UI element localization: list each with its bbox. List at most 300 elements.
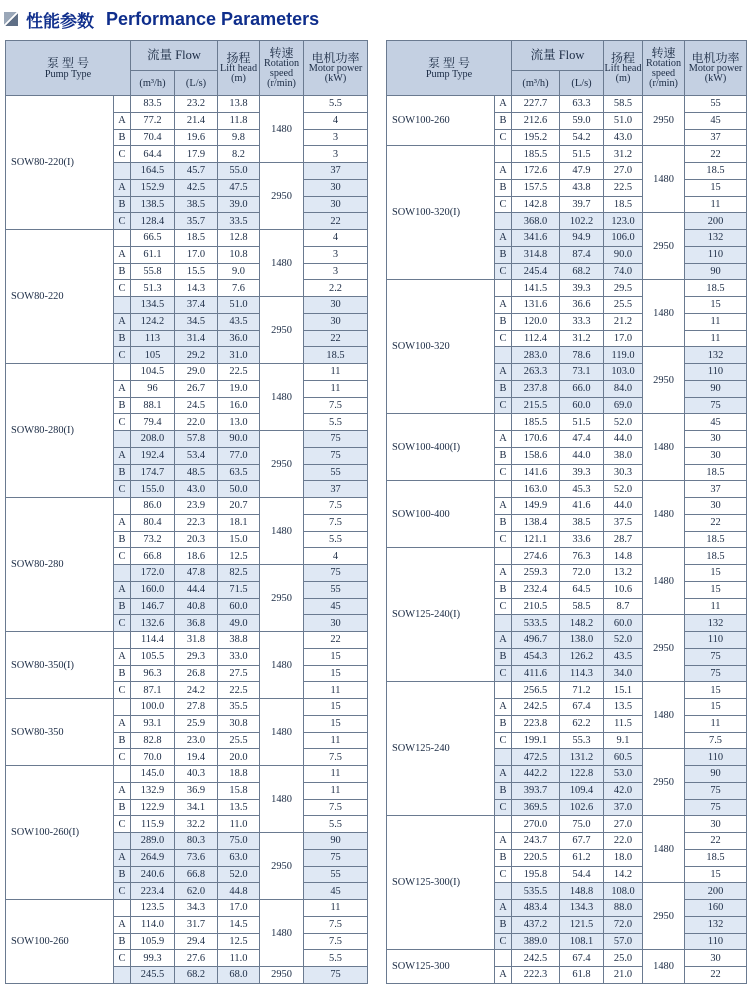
flow-ls-header: (L/s) [175, 71, 218, 96]
flow-m3h-header: (m³/h) [131, 71, 175, 96]
flow-m3h-cell: 172.0 [131, 565, 175, 582]
flow-m3h-cell: 115.9 [131, 816, 175, 833]
variant-cell: C [114, 548, 131, 565]
variant-cell: A [495, 364, 512, 381]
flow-ls-cell: 15.5 [175, 263, 218, 280]
variant-cell: C [495, 330, 512, 347]
table-row [6, 632, 368, 649]
power-cell: 22 [685, 833, 747, 850]
flow-ls-cell: 38.5 [560, 514, 604, 531]
flow-ls-cell: 58.5 [560, 598, 604, 615]
flow-m3h-cell: 270.0 [512, 816, 560, 833]
speed-cell: 2950 [643, 615, 685, 682]
power-cell: 30 [685, 950, 747, 967]
power-cell: 15 [685, 297, 747, 314]
power-cell: 11 [685, 196, 747, 213]
lift-cell: 63.0 [218, 849, 260, 866]
speed-cell: 1480 [643, 816, 685, 883]
flow-m3h-cell: 142.8 [512, 196, 560, 213]
variant-cell: B [114, 598, 131, 615]
power-cell: 11 [304, 732, 368, 749]
variant-cell [495, 615, 512, 632]
variant-cell: B [495, 514, 512, 531]
lift-cell: 11.5 [604, 715, 643, 732]
flow-ls-cell: 17.0 [175, 246, 218, 263]
flow-ls-cell: 44.0 [560, 447, 604, 464]
variant-cell: A [495, 297, 512, 314]
flow-ls-cell: 94.9 [560, 230, 604, 247]
flow-m3h-cell: 152.9 [131, 179, 175, 196]
lift-cell: 7.6 [218, 280, 260, 297]
variant-cell: B [495, 246, 512, 263]
flow-ls-cell: 71.2 [560, 682, 604, 699]
flow-ls-cell: 39.3 [560, 280, 604, 297]
power-cell: 22 [304, 330, 368, 347]
variant-cell [114, 163, 131, 180]
variant-cell: B [114, 397, 131, 414]
flow-ls-cell: 33.6 [560, 531, 604, 548]
flow-ls-cell: 121.5 [560, 916, 604, 933]
flow-m3h-cell: 314.8 [512, 246, 560, 263]
variant-cell: B [114, 732, 131, 749]
flow-m3h-cell: 289.0 [131, 833, 175, 850]
lift-cell: 13.2 [604, 565, 643, 582]
speed-cell: 2950 [260, 431, 304, 498]
power-cell: 15 [685, 866, 747, 883]
flow-ls-cell: 66.0 [560, 380, 604, 397]
variant-cell: B [114, 129, 131, 146]
variant-cell [114, 833, 131, 850]
power-cell: 11 [304, 782, 368, 799]
table-row [387, 548, 747, 565]
power-cell: 30 [304, 179, 368, 196]
power-cell: 110 [685, 632, 747, 649]
variant-cell: B [114, 799, 131, 816]
model-cell: SOW100-260 [6, 900, 114, 984]
lift-cell: 52.0 [218, 866, 260, 883]
power-cell: 11 [304, 900, 368, 917]
title-en: Performance Parameters [106, 8, 320, 29]
model-cell: SOW100-400 [387, 481, 495, 548]
power-cell: 22 [685, 514, 747, 531]
flow-m3h-cell: 120.0 [512, 313, 560, 330]
flow-m3h-cell: 242.5 [512, 950, 560, 967]
flow-m3h-cell: 237.8 [512, 380, 560, 397]
variant-cell: B [495, 581, 512, 598]
flow-ls-cell: 51.5 [560, 414, 604, 431]
power-cell: 11 [685, 330, 747, 347]
variant-cell [495, 146, 512, 163]
lift-cell: 9.1 [604, 732, 643, 749]
variant-cell: C [495, 397, 512, 414]
table-row [387, 280, 747, 297]
speed-cell: 2950 [643, 347, 685, 414]
flow-m3h-cell: 131.6 [512, 297, 560, 314]
flow-m3h-cell: 70.0 [131, 749, 175, 766]
variant-cell: A [495, 900, 512, 917]
table-row [387, 950, 747, 967]
flow-m3h-cell: 393.7 [512, 782, 560, 799]
flow-header: 流量 Flow [512, 41, 604, 71]
lift-cell: 27.0 [604, 816, 643, 833]
flow-ls-cell: 43.8 [560, 179, 604, 196]
power-cell: 37 [685, 129, 747, 146]
flow-m3h-cell: 114.0 [131, 916, 175, 933]
power-cell: 18.5 [685, 548, 747, 565]
power-cell: 55 [304, 866, 368, 883]
lift-cell: 20.0 [218, 749, 260, 766]
flow-ls-cell: 62.2 [560, 715, 604, 732]
lift-cell: 71.5 [218, 581, 260, 598]
lift-cell: 42.0 [604, 782, 643, 799]
lift-cell: 25.5 [604, 297, 643, 314]
power-cell: 3 [304, 146, 368, 163]
lift-cell: 106.0 [604, 230, 643, 247]
flow-m3h-cell: 86.0 [131, 498, 175, 515]
flow-m3h-cell: 99.3 [131, 950, 175, 967]
flow-m3h-cell: 157.5 [512, 179, 560, 196]
variant-cell [495, 950, 512, 967]
power-cell: 30 [685, 498, 747, 515]
variant-cell [495, 749, 512, 766]
flow-m3h-cell: 73.2 [131, 531, 175, 548]
power-cell: 30 [304, 297, 368, 314]
lift-cell: 52.0 [604, 414, 643, 431]
flow-ls-cell: 62.0 [175, 883, 218, 900]
flow-ls-cell: 66.8 [175, 866, 218, 883]
flow-ls-cell: 47.8 [175, 565, 218, 582]
flow-ls-cell: 63.3 [560, 96, 604, 113]
flow-ls-cell: 134.3 [560, 900, 604, 917]
flow-ls-cell: 61.2 [560, 849, 604, 866]
power-cell: 22 [685, 967, 747, 984]
flow-m3h-cell: 160.0 [131, 581, 175, 598]
lift-cell: 22.5 [218, 682, 260, 699]
lift-cell: 17.0 [604, 330, 643, 347]
model-cell: SOW125-240 [387, 682, 495, 816]
variant-cell [495, 816, 512, 833]
variant-cell [114, 364, 131, 381]
variant-cell [495, 414, 512, 431]
flow-ls-cell: 31.7 [175, 916, 218, 933]
speed-cell: 1480 [643, 950, 685, 984]
lift-cell: 33.0 [218, 648, 260, 665]
flow-ls-cell: 45.7 [175, 163, 218, 180]
table-row [6, 900, 368, 917]
variant-cell [114, 900, 131, 917]
lift-cell: 21.0 [604, 967, 643, 984]
lift-cell: 10.8 [218, 246, 260, 263]
speed-cell: 2950 [260, 297, 304, 364]
table-row [6, 498, 368, 515]
flow-m3h-cell: 535.5 [512, 883, 560, 900]
speed-cell: 2950 [643, 749, 685, 816]
flow-m3h-cell: 368.0 [512, 213, 560, 230]
flow-m3h-cell: 51.3 [131, 280, 175, 297]
flow-ls-cell: 25.9 [175, 715, 218, 732]
flow-ls-cell: 68.2 [175, 967, 218, 984]
flow-ls-cell: 72.0 [560, 565, 604, 582]
flow-ls-cell: 23.0 [175, 732, 218, 749]
lift-cell: 15.0 [218, 531, 260, 548]
variant-cell: A [495, 431, 512, 448]
variant-cell: C [495, 464, 512, 481]
speed-cell: 1480 [643, 414, 685, 481]
flow-ls-cell: 29.3 [175, 648, 218, 665]
flow-ls-cell: 44.4 [175, 581, 218, 598]
variant-cell: B [495, 380, 512, 397]
flow-ls-cell: 41.6 [560, 498, 604, 515]
flow-m3h-cell: 442.2 [512, 766, 560, 783]
variant-cell: A [114, 648, 131, 665]
speed-cell: 1480 [260, 699, 304, 766]
speed-cell: 1480 [643, 548, 685, 615]
lift-cell: 25.5 [218, 732, 260, 749]
flow-m3h-cell: 212.6 [512, 112, 560, 129]
flow-m3h-cell: 195.8 [512, 866, 560, 883]
speed-cell: 1480 [643, 280, 685, 347]
flow-ls-cell: 138.0 [560, 632, 604, 649]
variant-cell: A [495, 230, 512, 247]
lift-cell: 14.8 [604, 548, 643, 565]
model-cell: SOW80-350(I) [6, 632, 114, 699]
variant-cell: B [495, 447, 512, 464]
model-cell: SOW80-280 [6, 498, 114, 632]
flow-m3h-cell: 105 [131, 347, 175, 364]
lift-cell: 108.0 [604, 883, 643, 900]
flow-m3h-cell: 146.7 [131, 598, 175, 615]
performance-table-left [5, 40, 368, 984]
power-cell: 15 [685, 699, 747, 716]
power-cell: 90 [304, 833, 368, 850]
flow-ls-cell: 34.5 [175, 313, 218, 330]
table-row [387, 414, 747, 431]
variant-cell: A [495, 699, 512, 716]
flow-ls-cell: 40.3 [175, 766, 218, 783]
flow-ls-cell: 148.8 [560, 883, 604, 900]
flow-m3h-cell: 220.5 [512, 849, 560, 866]
flow-m3h-cell: 454.3 [512, 648, 560, 665]
flow-m3h-cell: 124.2 [131, 313, 175, 330]
flow-m3h-cell: 114.4 [131, 632, 175, 649]
table-header [6, 41, 368, 96]
lift-cell: 18.8 [218, 766, 260, 783]
lift-cell: 63.5 [218, 464, 260, 481]
flow-ls-cell: 35.7 [175, 213, 218, 230]
flow-ls-cell: 48.5 [175, 464, 218, 481]
lift-cell: 37.5 [604, 514, 643, 531]
model-cell: SOW80-350 [6, 699, 114, 766]
power-cell: 75 [685, 782, 747, 799]
flow-m3h-cell: 55.8 [131, 263, 175, 280]
flow-ls-cell: 67.4 [560, 699, 604, 716]
model-cell: SOW80-220(I) [6, 96, 114, 230]
variant-cell: A [495, 967, 512, 984]
power-cell: 7.5 [304, 933, 368, 950]
flow-m3h-cell: 245.5 [131, 967, 175, 984]
variant-cell [114, 632, 131, 649]
variant-cell: C [495, 196, 512, 213]
speed-cell: 1480 [260, 632, 304, 699]
flow-m3h-cell: 172.6 [512, 163, 560, 180]
power-cell: 55 [685, 96, 747, 113]
variant-cell: A [114, 715, 131, 732]
speed-cell: 2950 [260, 565, 304, 632]
power-cell: 15 [685, 565, 747, 582]
power-cell: 132 [685, 230, 747, 247]
variant-cell: B [495, 916, 512, 933]
lift-cell: 13.5 [218, 799, 260, 816]
flow-m3h-cell: 174.7 [131, 464, 175, 481]
variant-cell: C [114, 682, 131, 699]
flow-m3h-cell: 369.5 [512, 799, 560, 816]
lift-cell: 77.0 [218, 447, 260, 464]
variant-cell: B [114, 196, 131, 213]
power-cell: 18.5 [685, 464, 747, 481]
variant-cell: A [495, 163, 512, 180]
power-cell: 110 [685, 246, 747, 263]
flow-m3h-cell: 164.5 [131, 163, 175, 180]
power-header: 电机功率 Motor power (kW) [304, 41, 368, 96]
power-cell: 45 [685, 414, 747, 431]
flow-ls-cell: 148.2 [560, 615, 604, 632]
lift-cell: 8.7 [604, 598, 643, 615]
lift-cell: 22.5 [218, 364, 260, 381]
flow-ls-cell: 39.7 [560, 196, 604, 213]
flow-ls-cell: 26.7 [175, 380, 218, 397]
flow-ls-cell: 54.4 [560, 866, 604, 883]
lift-cell: 17.0 [218, 900, 260, 917]
lift-cell: 88.0 [604, 900, 643, 917]
variant-cell [495, 213, 512, 230]
flow-ls-cell: 18.6 [175, 548, 218, 565]
flow-m3h-cell: 80.4 [131, 514, 175, 531]
flow-m3h-cell: 245.4 [512, 263, 560, 280]
table-row [387, 146, 747, 163]
flow-m3h-cell: 87.1 [131, 682, 175, 699]
flow-m3h-cell: 121.1 [512, 531, 560, 548]
power-cell: 30 [685, 816, 747, 833]
flow-ls-cell: 26.8 [175, 665, 218, 682]
flow-m3h-cell: 104.5 [131, 364, 175, 381]
flow-ls-cell: 27.8 [175, 699, 218, 716]
flow-ls-cell: 23.9 [175, 498, 218, 515]
variant-cell: A [114, 514, 131, 531]
model-cell: SOW125-240(I) [387, 548, 495, 682]
variant-cell: C [114, 615, 131, 632]
power-cell: 5.5 [304, 96, 368, 113]
lift-cell: 34.0 [604, 665, 643, 682]
variant-cell: B [114, 531, 131, 548]
variant-cell: B [495, 715, 512, 732]
lift-cell: 28.7 [604, 531, 643, 548]
lift-cell: 36.0 [218, 330, 260, 347]
flow-m3h-cell: 79.4 [131, 414, 175, 431]
model-cell: SOW100-260(I) [6, 766, 114, 900]
lift-cell: 50.0 [218, 481, 260, 498]
table-row [387, 682, 747, 699]
power-cell: 15 [304, 648, 368, 665]
flow-ls-cell: 31.8 [175, 632, 218, 649]
flow-m3h-cell: 472.5 [512, 749, 560, 766]
lift-cell: 39.0 [218, 196, 260, 213]
variant-cell: A [495, 565, 512, 582]
variant-cell: B [495, 112, 512, 129]
table-row [387, 481, 747, 498]
flow-ls-cell: 80.3 [175, 833, 218, 850]
power-cell: 90 [685, 380, 747, 397]
flow-ls-cell: 114.3 [560, 665, 604, 682]
lift-cell: 22.5 [604, 179, 643, 196]
model-cell: SOW125-300 [387, 950, 495, 984]
lift-cell: 37.0 [604, 799, 643, 816]
lift-cell: 52.0 [604, 632, 643, 649]
model-cell: SOW125-300(I) [387, 816, 495, 950]
lift-cell: 27.5 [218, 665, 260, 682]
power-cell: 2.2 [304, 280, 368, 297]
flow-m3h-header: (m³/h) [512, 71, 560, 96]
variant-cell: C [114, 481, 131, 498]
flow-ls-cell: 87.4 [560, 246, 604, 263]
flow-m3h-cell: 223.4 [131, 883, 175, 900]
power-cell: 45 [304, 598, 368, 615]
variant-cell: A [114, 782, 131, 799]
variant-cell: C [495, 531, 512, 548]
power-cell: 11 [304, 682, 368, 699]
power-cell: 15 [304, 665, 368, 682]
power-cell: 11 [685, 598, 747, 615]
flow-m3h-cell: 242.5 [512, 699, 560, 716]
power-cell: 15 [304, 715, 368, 732]
power-cell: 11 [685, 715, 747, 732]
lift-cell: 12.5 [218, 933, 260, 950]
power-cell: 11 [685, 313, 747, 330]
flow-ls-cell: 18.5 [175, 230, 218, 247]
table-row [6, 364, 368, 381]
flow-ls-cell: 67.7 [560, 833, 604, 850]
power-cell: 22 [685, 146, 747, 163]
variant-cell [114, 699, 131, 716]
power-cell: 5.5 [304, 950, 368, 967]
lift-cell: 16.0 [218, 397, 260, 414]
variant-cell: C [114, 950, 131, 967]
flow-ls-header: (L/s) [560, 71, 604, 96]
variant-cell: A [495, 498, 512, 515]
lift-cell: 57.0 [604, 933, 643, 950]
speed-header: 转速 Rotation speed (r/min) [643, 41, 685, 96]
flow-m3h-cell: 240.6 [131, 866, 175, 883]
flow-ls-cell: 23.2 [175, 96, 218, 113]
lift-cell: 11.0 [218, 816, 260, 833]
power-cell: 4 [304, 548, 368, 565]
model-cell: SOW80-220 [6, 230, 114, 364]
flow-m3h-cell: 64.4 [131, 146, 175, 163]
flow-ls-cell: 43.0 [175, 481, 218, 498]
variant-cell: A [114, 179, 131, 196]
power-cell: 3 [304, 263, 368, 280]
flow-ls-cell: 61.8 [560, 967, 604, 984]
flow-m3h-cell: 222.3 [512, 967, 560, 984]
power-cell: 3 [304, 246, 368, 263]
power-cell: 7.5 [304, 749, 368, 766]
lift-cell: 9.8 [218, 129, 260, 146]
flow-m3h-cell: 163.0 [512, 481, 560, 498]
flow-ls-cell: 78.6 [560, 347, 604, 364]
variant-cell [114, 431, 131, 448]
flow-m3h-cell: 208.0 [131, 431, 175, 448]
power-cell: 75 [304, 447, 368, 464]
flow-m3h-cell: 132.6 [131, 615, 175, 632]
